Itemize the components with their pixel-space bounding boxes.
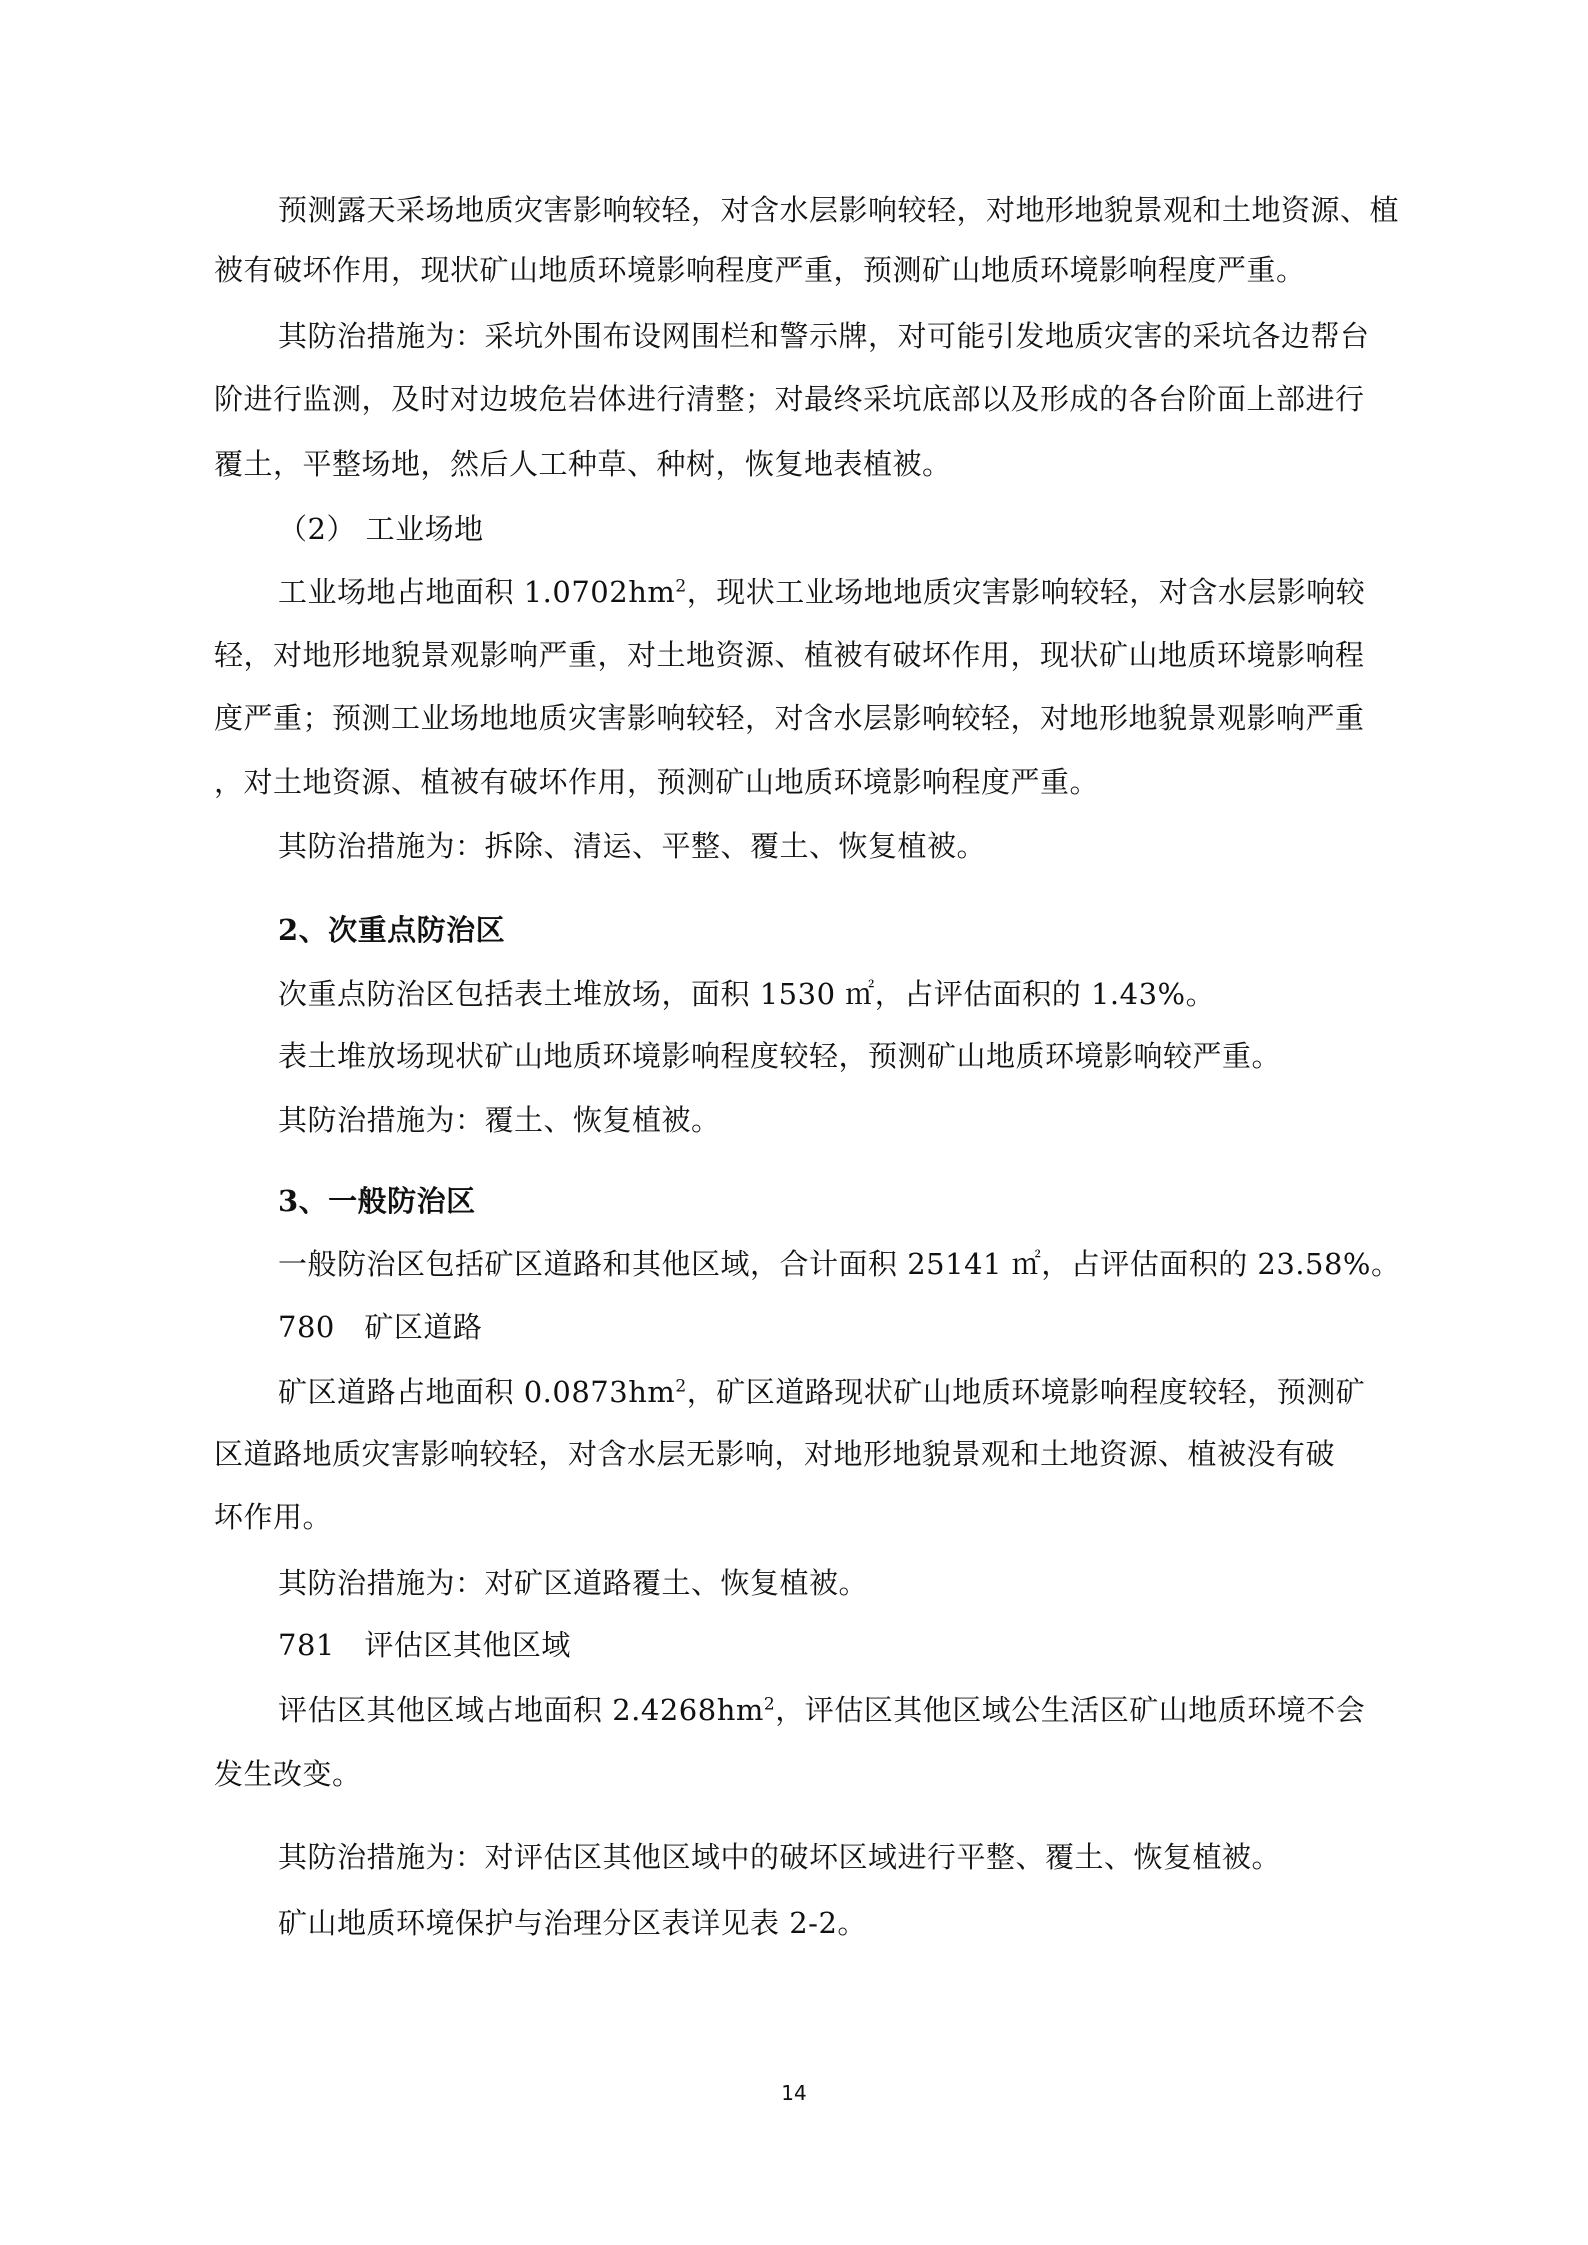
paragraph-line: 区道路地质灾害影响较轻，对含水层无影响，对地形地貌景观和土地资源、植被没有破 <box>214 1437 1336 1471</box>
page-number: 14 <box>781 2081 807 2105</box>
subsection-title: 780 矿区道路 <box>278 1310 483 1344</box>
paragraph-line <box>278 572 1365 612</box>
section-heading: 3、一般防治区 <box>278 1184 476 1218</box>
paragraph-line <box>278 1690 1365 1730</box>
paragraph-line: 轻，对地形地貌景观影响严重，对土地资源、植被有破坏作用，现状矿山地质环境影响程 <box>214 638 1365 672</box>
superscript: 2 <box>675 1376 687 1397</box>
paragraph-line: 预测露天采场地质灾害影响较轻，对含水层影响较轻，对地形地貌景观和土地资源、植 <box>278 193 1400 227</box>
subsection-title: 781 评估区其他区域 <box>278 1628 571 1662</box>
paragraph-line: 其防治措施为：采坑外围布设网围栏和警示牌，对可能引发地质灾害的采坑各边帮台 <box>278 319 1370 353</box>
text-run: 矿区道路占地面积 0.0873hm <box>278 1375 676 1409</box>
text-run: ，现状工业场地地质灾害影响较轻，对含水层影响较 <box>686 575 1366 609</box>
paragraph-line: 次重点防治区包括表土堆放场，面积 1530 ㎡，占评估面积的 1.43%。 <box>278 977 1216 1011</box>
paragraph-line: 表土堆放场现状矿山地质环境影响程度较轻，预测矿山地质环境影响较严重。 <box>278 1039 1282 1073</box>
paragraph-line: 其防治措施为：拆除、清运、平整、覆土、恢复植被。 <box>278 829 987 863</box>
paragraph-line: ，对土地资源、植被有破坏作用，预测矿山地质环境影响程度严重。 <box>214 765 1100 799</box>
paragraph-line: 矿山地质环境保护与治理分区表详见表 2-2。 <box>278 1906 867 1940</box>
superscript: 2 <box>763 1694 776 1715</box>
paragraph-line: 度严重；预测工业场地地质灾害影响较轻，对含水层影响较轻，对地形地貌景观影响严重 <box>214 701 1365 735</box>
subsection-title: （2） 工业场地 <box>278 512 484 546</box>
paragraph-line: 被有破坏作用，现状矿山地质环境影响程度严重，预测矿山地质环境影响程度严重。 <box>214 253 1306 287</box>
text-run: 评估区其他区域占地面积 2.4268hm <box>278 1693 764 1727</box>
text-run: 工业场地占地面积 1.0702hm <box>278 575 676 609</box>
paragraph-line: 一般防治区包括矿区道路和其他区域，合计面积 25141 ㎡，占评估面积的 23.58%。 <box>278 1247 1401 1281</box>
paragraph-line: 其防治措施为：对评估区其他区域中的破坏区域进行平整、覆土、恢复植被。 <box>278 1840 1282 1874</box>
paragraph-line: 覆土，平整场地，然后人工种草、种树，恢复地表植被。 <box>214 447 952 481</box>
paragraph-line <box>278 1372 1365 1412</box>
paragraph-line: 阶进行监测，及时对边坡危岩体进行清整；对最终采坑底部以及形成的各台阶面上部进行 <box>214 382 1365 416</box>
paragraph-line: 其防治措施为：覆土、恢复植被。 <box>278 1103 721 1137</box>
paragraph-line: 其防治措施为：对矿区道路覆土、恢复植被。 <box>278 1566 869 1600</box>
paragraph-line: 坏作用。 <box>214 1500 333 1534</box>
text-run: ，矿区道路现状矿山地质环境影响程度较轻，预测矿 <box>686 1375 1366 1409</box>
section-heading: 2、次重点防治区 <box>278 913 506 947</box>
superscript: 2 <box>675 576 687 597</box>
text-run: ，评估区其他区域公生活区矿山地质环境不会 <box>775 1693 1366 1727</box>
paragraph-line: 发生改变。 <box>214 1757 362 1791</box>
